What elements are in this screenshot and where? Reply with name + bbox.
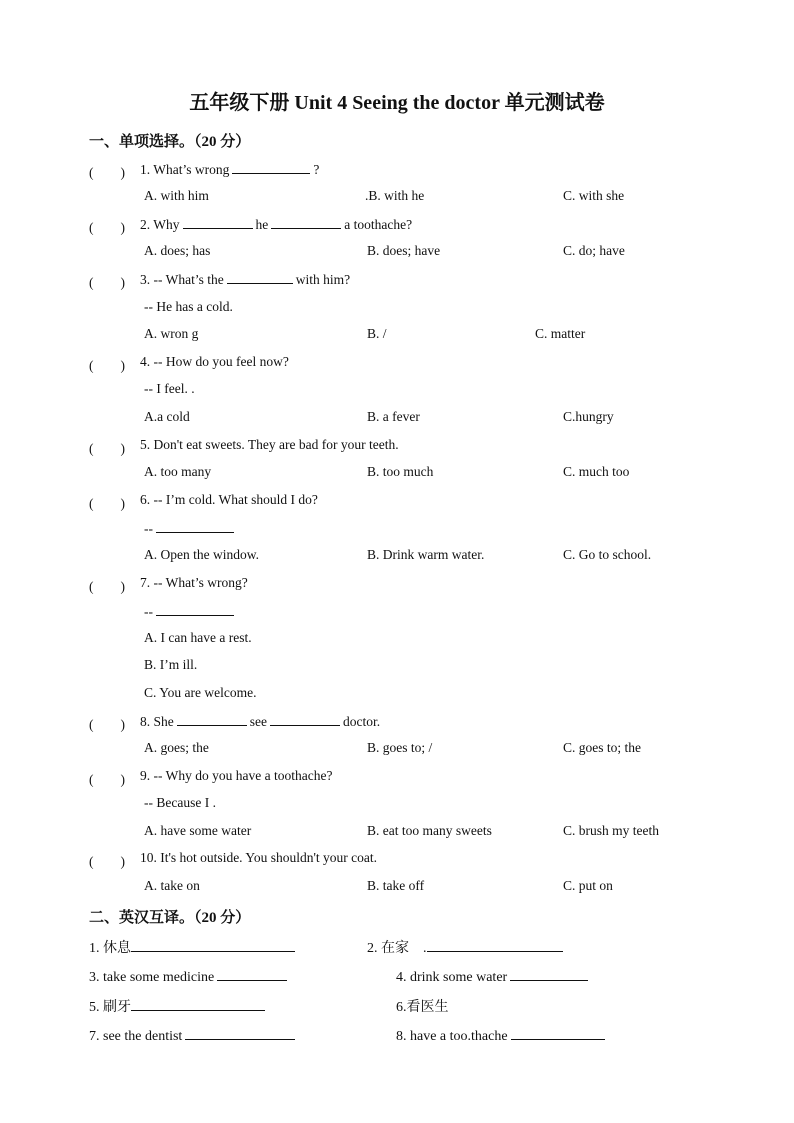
page-title: 五年级下册 Unit 4 Seeing the doctor 单元测试卷 — [189, 92, 605, 114]
answer-paren[interactable]: ( ) — [89, 275, 125, 290]
translation-item-7: 7. see the dentist — [89, 1027, 298, 1045]
answer-paren[interactable]: ( ) — [89, 579, 125, 594]
translation-item-5: 5. 刷牙 — [89, 996, 268, 1016]
option-b[interactable]: B. does; have — [367, 243, 441, 258]
question-7-reply: -- — [144, 603, 237, 620]
answer-blank[interactable] — [217, 968, 287, 981]
question-6-reply: -- — [144, 520, 237, 537]
option-a[interactable]: A. does; has — [144, 243, 211, 258]
question-7: 7. -- What’s wrong? — [140, 575, 248, 590]
option-a[interactable]: A. have some water — [144, 823, 252, 838]
answer-blank[interactable] — [156, 603, 234, 616]
question-10: 10. It's hot outside. You shouldn't your coat. — [140, 850, 377, 865]
question-8: 8. She see doctor. — [140, 714, 381, 729]
translation-item-6: 6.看医生 — [396, 1000, 449, 1015]
question-3: 3. -- What’s the with him? — [140, 272, 351, 287]
translation-item-1: 1. 休息 — [89, 937, 298, 957]
translation-item-4: 4. drink some water — [396, 968, 591, 986]
option-c[interactable]: C. much too — [563, 464, 630, 479]
question-4-reply: -- I feel. . — [144, 381, 195, 396]
answer-blank[interactable] — [131, 998, 265, 1011]
question-1: 1. What’s wrong ? — [140, 162, 320, 177]
question-9: 9. -- Why do you have a toothache? — [140, 768, 333, 783]
answer-blank[interactable] — [427, 939, 563, 952]
option-c[interactable]: C. You are welcome. — [144, 685, 257, 700]
option-b[interactable]: B. too much — [367, 464, 434, 479]
option-c[interactable]: C. brush my teeth — [563, 823, 659, 838]
answer-blank[interactable] — [183, 216, 253, 229]
option-a[interactable]: A. goes; the — [144, 740, 209, 755]
answer-blank[interactable] — [510, 968, 588, 981]
option-c[interactable]: C. Go to school. — [563, 547, 652, 562]
translation-item-8: 8. have a too.thache — [396, 1027, 608, 1045]
question-5: 5. Don't eat sweets. They are bad for your teeth. — [140, 437, 399, 452]
option-c[interactable]: C. with she — [563, 188, 625, 203]
question-2: 2. Why he a toothache? — [140, 217, 413, 232]
answer-blank[interactable] — [271, 216, 341, 229]
question-3-reply: -- He has a cold. — [144, 299, 233, 314]
answer-paren[interactable]: ( ) — [89, 165, 125, 180]
section-heading-multiple-choice: 一、单项选择。（20 分） — [89, 134, 251, 150]
option-b[interactable]: B. take off — [367, 878, 425, 893]
answer-paren[interactable]: ( ) — [89, 496, 125, 511]
translation-item-3: 3. take some medicine — [89, 968, 290, 986]
answer-paren[interactable]: ( ) — [89, 772, 125, 787]
answer-blank[interactable] — [131, 939, 295, 952]
option-a[interactable]: A. too many — [144, 464, 212, 479]
option-a[interactable]: A. take on — [144, 878, 200, 893]
question-4: 4. -- How do you feel now? — [140, 354, 289, 369]
option-c[interactable]: C.hungry — [563, 409, 614, 424]
answer-paren[interactable]: ( ) — [89, 358, 125, 373]
answer-paren[interactable]: ( ) — [89, 220, 125, 235]
option-a[interactable]: A.a cold — [144, 409, 190, 424]
option-b[interactable]: B. / — [367, 326, 387, 341]
option-a[interactable]: A. Open the window. — [144, 547, 259, 562]
answer-blank[interactable] — [227, 271, 293, 284]
answer-blank[interactable] — [185, 1027, 295, 1040]
answer-blank[interactable] — [177, 713, 247, 726]
option-b[interactable]: B. Drink warm water. — [367, 547, 485, 562]
answer-blank[interactable] — [156, 520, 234, 533]
translation-item-2: 2. 在家 . — [367, 937, 566, 957]
question-6: 6. -- I’m cold. What should I do? — [140, 492, 318, 507]
option-c[interactable]: C. goes to; the — [563, 740, 641, 755]
answer-blank[interactable] — [270, 713, 340, 726]
option-c[interactable]: C. put on — [563, 878, 613, 893]
answer-blank[interactable] — [232, 161, 310, 174]
option-a[interactable]: A. I can have a rest. — [144, 630, 252, 645]
option-b[interactable]: B. goes to; / — [367, 740, 433, 755]
option-b[interactable]: B. eat too many sweets — [367, 823, 492, 838]
question-9-reply: -- Because I . — [144, 795, 216, 810]
option-c[interactable]: C. do; have — [563, 243, 625, 258]
answer-paren[interactable]: ( ) — [89, 717, 125, 732]
section-heading-translation: 二、英汉互译。（20 分） — [89, 910, 251, 926]
option-a[interactable]: A. wron g — [144, 326, 199, 341]
option-a[interactable]: A. with him — [144, 188, 209, 203]
option-b[interactable]: B. I’m ill. — [144, 657, 198, 672]
option-b[interactable]: .B. with he — [365, 188, 425, 203]
option-b[interactable]: B. a fever — [367, 409, 420, 424]
option-c[interactable]: C. matter — [535, 326, 586, 341]
answer-paren[interactable]: ( ) — [89, 441, 125, 456]
answer-paren[interactable]: ( ) — [89, 854, 125, 869]
answer-blank[interactable] — [511, 1027, 605, 1040]
